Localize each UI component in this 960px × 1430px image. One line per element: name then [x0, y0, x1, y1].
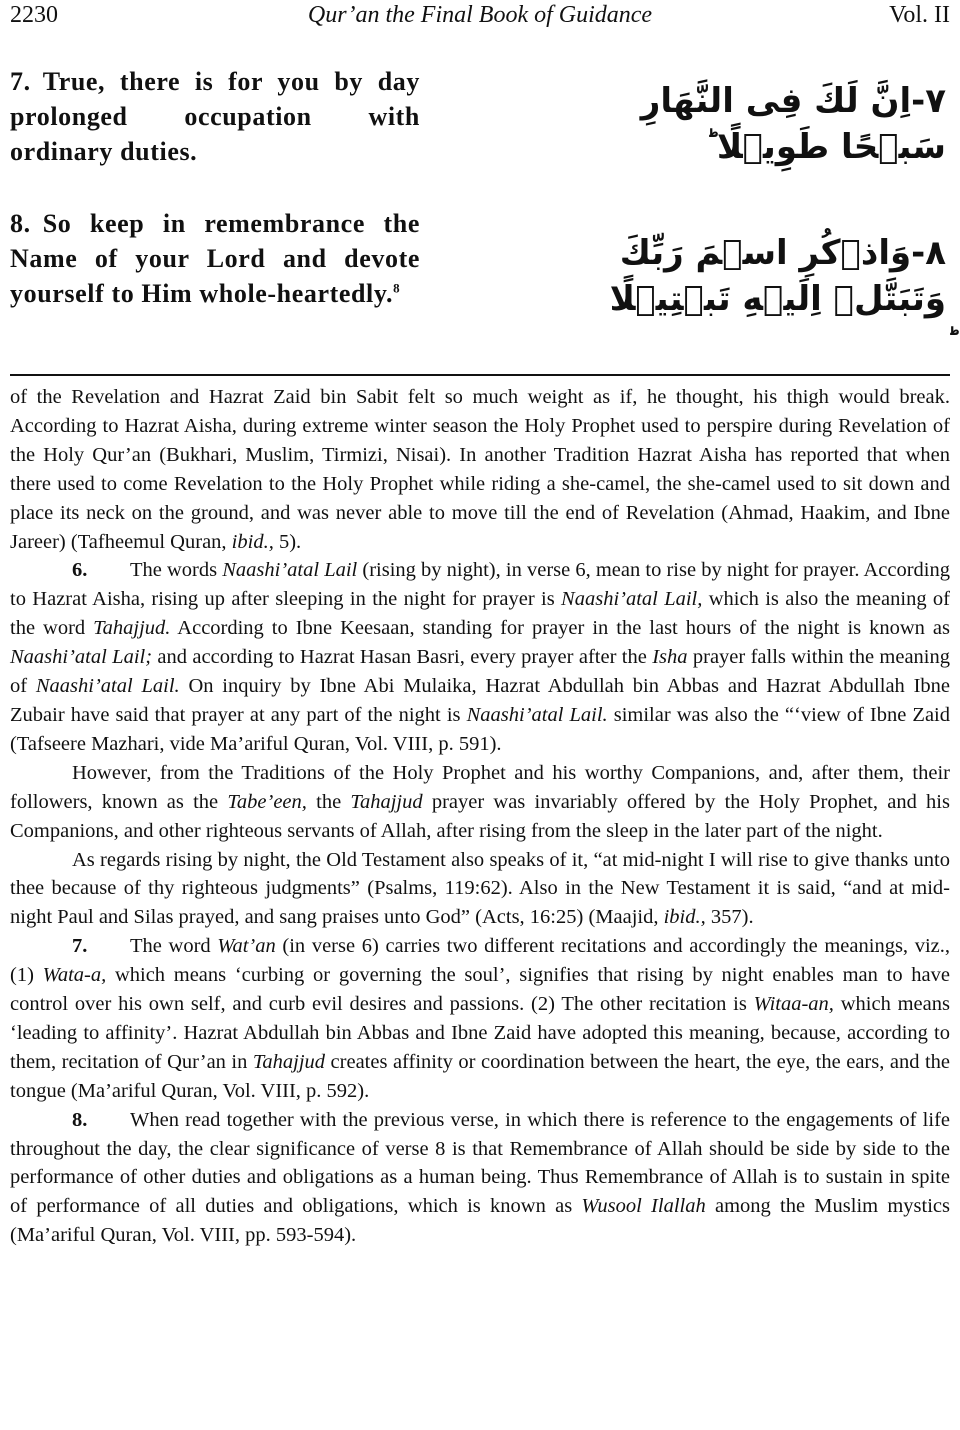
- italic-run: Tabe’een,: [227, 790, 307, 813]
- verse-number: 8.: [10, 209, 31, 238]
- book-title: Qur’an the Final Book of Guidance: [307, 2, 653, 28]
- arabic-line: ۷-اِنَّ لَكَ فِى النَّهَارِ سَبۡحًا طَوِيۡلًا ؕ: [640, 81, 946, 167]
- note-number: 7.: [72, 935, 88, 958]
- text-run: among the Muslim mystics (Ma’ariful Quran, Vol. VIII, pp. 593-594).: [10, 1195, 950, 1247]
- italic-run: ibid.,: [663, 906, 706, 929]
- text-run: When read together with the previous verse, in which there is reference to the engagements of life throughout the day, the clear significance of verse 8 is that Remembrance of Allah should be side by side to the performance of other duties and obligations as a human being. Thus Remembrance of Allah is to sustain in spite of performance of all duties and obligations, which is known as: [10, 1108, 950, 1218]
- verse-7-arabic: [606, 78, 946, 170]
- verse-8-translation: [10, 206, 420, 311]
- italic-run: Witaa-an,: [753, 993, 834, 1016]
- note-number: 8.: [72, 1108, 88, 1131]
- note-number: 6.: [72, 559, 88, 582]
- arabic-line: ۸-وَاذۡكُرِ اسۡمَ رَبِّكَ: [619, 233, 946, 273]
- text-run: prayer was invariably offered by the Holy Prophet, and his Companions, and other righteous servants of Allah, after rising from the sleep in the later part of the night.: [10, 790, 950, 842]
- text-run: similar was also the “‘view of Ibne Zaid (Tafseere Mazhari, vide Ma’ariful Quran, Vol. VIII, p. 591).: [10, 703, 951, 755]
- verse-7-translation: [10, 64, 420, 169]
- text-run: of the Revelation and Hazrat Zaid bin Sabit felt so much weight as if, he thought, his thigh would break. According to Hazrat Aisha, during extreme winter season the Holy Prophet used to perspire during Revelation of the Holy Qur’an (Bukhari, Muslim, Tirmizi, Nisai). In another Tradition Hazrat Aisha has reported that when there used to come Revelation to the Holy Prophet while riding a she-camel, the she-camel used to sit down and place its neck on the ground, and was never able to move till the end of Revelation (Ahmad, Haakim, and Ibne Jareer) (Tafheemul Quran,: [10, 386, 950, 553]
- text-run: which is also the meaning of the word: [10, 588, 950, 640]
- text-run: However, from the Traditions of the Holy Prophet and his worthy Companions, and, after them, their followers, known as the: [10, 761, 950, 813]
- italic-run: Naashi’atal Lail,: [561, 588, 703, 611]
- commentary-paragraph: [10, 846, 950, 933]
- text-run: According to Ibne Keesaan, standing for prayer in the last hours of the night is known as: [170, 617, 950, 640]
- italic-run: Wata-a,: [42, 964, 107, 987]
- text-run: which means ‘leading to affinity’. Hazrat Abdullah bin Abbas and Ibne Zaid have adopted this meaning, because, according to them, recitation of Qur’an in: [10, 993, 950, 1073]
- verse-text: So keep in remembrance the Name of your Lord and devote yourself to Him whole-heartedly.: [10, 209, 420, 308]
- volume-label: Vol. II: [889, 2, 950, 28]
- note-8-paragraph: [10, 1106, 950, 1251]
- text-run: prayer falls within the meaning of: [10, 646, 951, 698]
- arabic-line: وَتَبَتَّلۡ اِلَيۡهِ تَبۡتِيۡلًا: [609, 279, 946, 319]
- verse-text: True, there is for you by day prolonged occupation with ordinary duties.: [10, 67, 420, 166]
- text-run: 357).: [705, 906, 754, 929]
- italic-run: Naashi’atal Lail;: [10, 646, 153, 669]
- text-run: As regards rising by night, the Old Testament also speaks of it, “at mid-night I will rise to give thanks unto thee because of thy righteous judgments” (Psalms, 119:62). Also in the New Testament it is said, “and at mid-night Paul and Silas prayed, and sang praises unto God” (Acts, 16:25) (Maajid,: [10, 848, 950, 929]
- running-head: [10, 2, 950, 34]
- italic-run: Naashi’atal Lail: [222, 559, 358, 582]
- italic-run: Tahajjud: [252, 1050, 326, 1073]
- text-run: the: [306, 790, 351, 813]
- italic-run: Naashi’atal Lail.: [466, 703, 608, 726]
- page-number: 2230: [10, 2, 58, 28]
- text-run: (in verse 6) carries two different recitations and accordingly the meanings, viz., (1): [10, 935, 950, 987]
- note-7-paragraph: [10, 932, 950, 1105]
- italic-run: Naashi’atal Lail.: [35, 675, 180, 698]
- italic-run: Wusool Ilallah: [581, 1195, 706, 1218]
- text-run: On inquiry by Ibne Abi Mulaika, Hazrat Abdullah bin Abbas and Hazrat Abdullah Ibne Zubair have said that prayer at any part of the night is: [10, 675, 951, 726]
- verse-number: 7.: [10, 67, 31, 96]
- commentary-body: [10, 383, 950, 1250]
- italic-run: Isha: [652, 646, 688, 669]
- text-run: The word: [130, 935, 218, 958]
- italic-run: ibid.,: [231, 530, 274, 553]
- section-divider: [10, 374, 950, 376]
- commentary-paragraph: [10, 759, 950, 846]
- italic-run: Tahajjud.: [93, 617, 171, 640]
- note-6-paragraph: [10, 556, 950, 758]
- commentary-paragraph: [10, 383, 950, 556]
- text-run: 5).: [273, 530, 302, 553]
- italic-run: Tahajjud: [350, 790, 423, 813]
- text-run: The words: [130, 559, 223, 582]
- verse-8-arabic: [606, 230, 946, 368]
- text-run: and according to Hazrat Hasan Basri, every prayer after the: [152, 646, 653, 669]
- text-run: creates affinity or coordination between the heart, the eye, the ears, and the tongue (Ma’ariful Quran, Vol. VIII, p. 592).: [10, 1050, 950, 1102]
- footnote-ref: 8: [393, 280, 401, 296]
- italic-run: Wat’an: [217, 935, 276, 958]
- text-run: (rising by night), in verse 6, mean to rise by night for prayer. According to Hazrat Aisha, rising up after sleeping in the night for prayer is: [10, 559, 950, 611]
- text-run: which means ‘curbing or governing the soul’, signifies that rising by night enables man to have control over his own self, and curb evil desires and passions. (2) The other recitation is: [10, 964, 950, 1016]
